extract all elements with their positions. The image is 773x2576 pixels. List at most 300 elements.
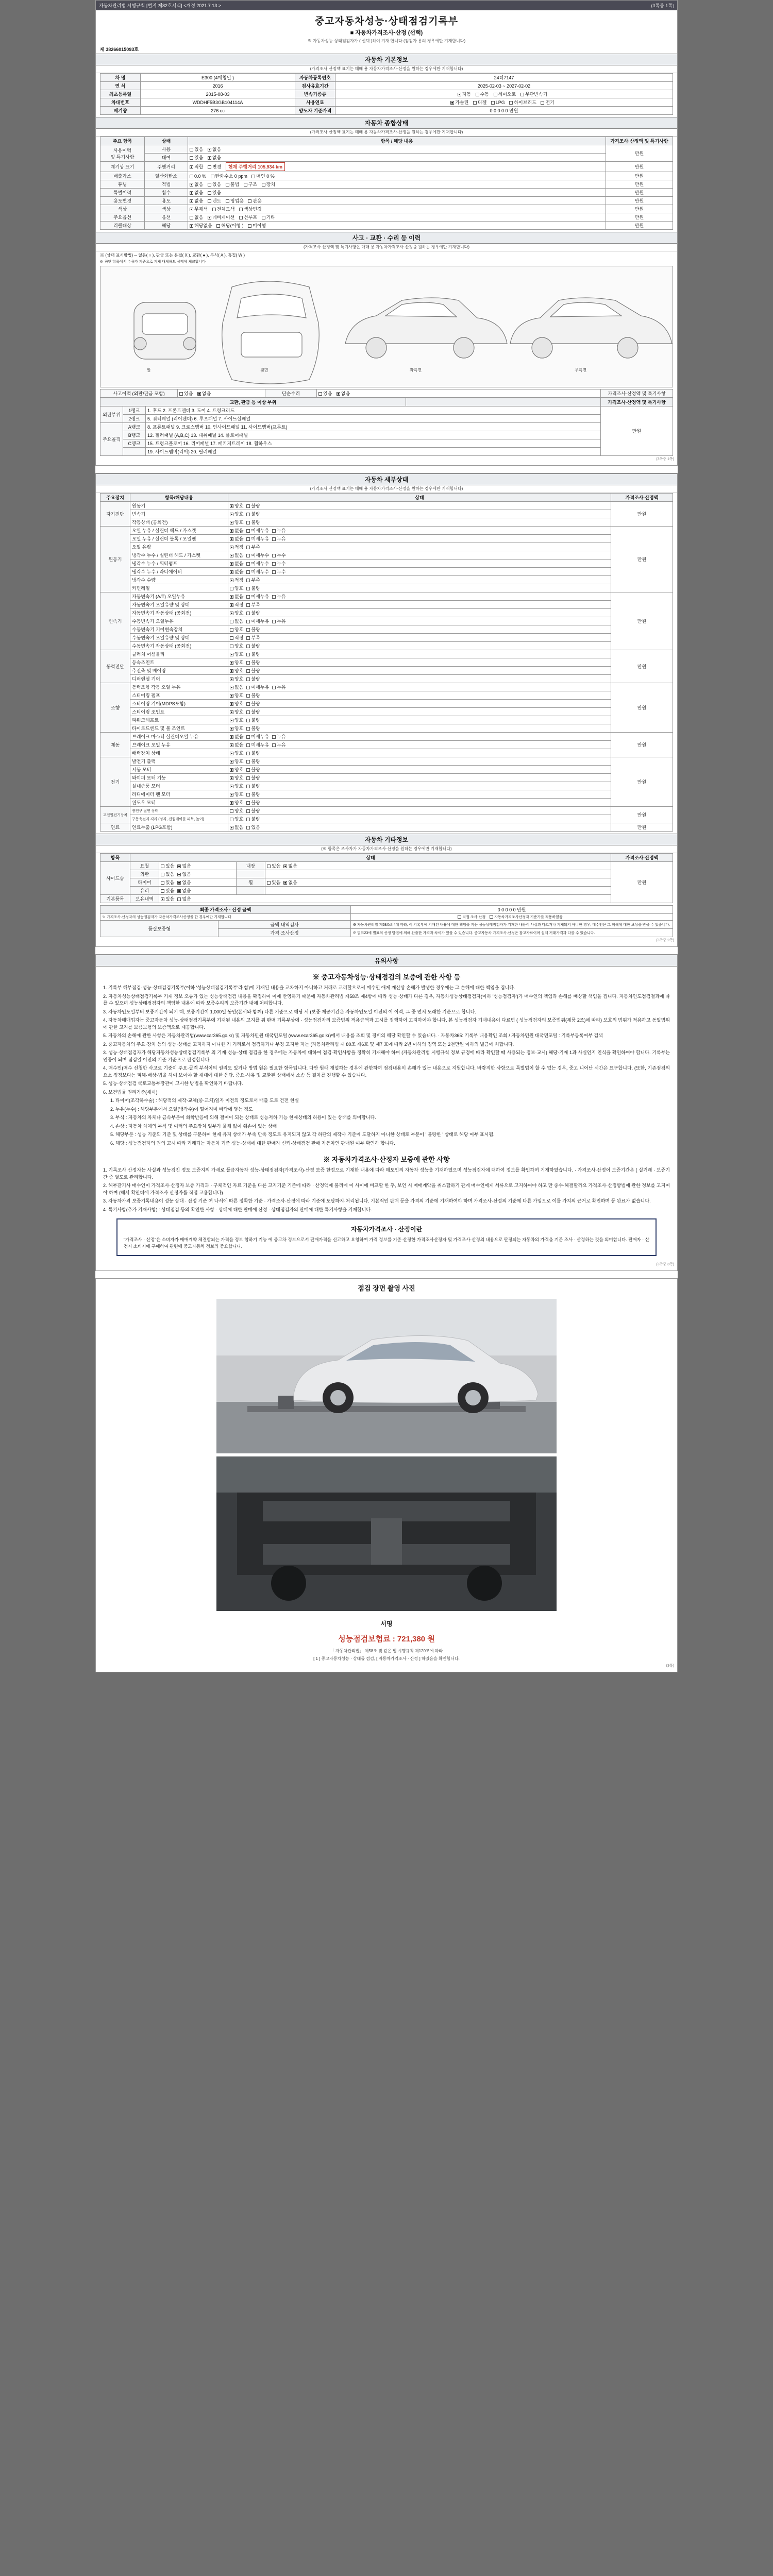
status-st-2 [228, 700, 611, 708]
price-note-4: 만원 [606, 180, 673, 189]
chk-accident-no[interactable]: 없음 [197, 390, 211, 397]
status-el-3 [228, 782, 611, 790]
item-el-4: 라디에이터 팬 모터 [130, 790, 228, 799]
chk-tuning-struct[interactable]: 구조 [244, 181, 257, 188]
table-row [100, 222, 673, 230]
chk-use-rental[interactable]: 렌트 [208, 197, 221, 204]
page-footer-3: (3쪽중 3쪽) [656, 1262, 674, 1266]
table-row [100, 691, 673, 700]
declaration-body: "가격조사 · 산정"은 소비자가 매매계약 체결합되는 가격을 정보 합하기 기능 예 중고차 정보으로서 판매가격을 신고하고 요청하여 가격 정보를 기준·산정한 가격조사산정자 및 가격조사·산정의 내용으로 판정되는 자동차의 가격을 기준 조사 · 산정하는 것을 의미합니다. 판매자 · 산정자 소비자에 구매하여 관련에 중고자동차 정보의 중요합니다. [124, 1237, 649, 1249]
chk-bad[interactable]: 불량 [246, 651, 260, 657]
chk-bad[interactable]: 불량 [246, 675, 260, 682]
chk-bad[interactable]: 불량 [246, 667, 260, 674]
chk-none[interactable]: 없음 [230, 552, 243, 558]
item-pt-1: 등속조인트 [130, 658, 228, 667]
chk-yes[interactable]: 있음 [161, 887, 174, 894]
opt-cvt[interactable]: 무단변속기 [520, 91, 547, 97]
chk-method-direct[interactable] [458, 914, 485, 920]
table-row [100, 766, 673, 774]
chk-yes[interactable]: 있음 [161, 879, 174, 886]
chk-bad[interactable]: 불량 [246, 766, 260, 773]
chk-recall-no[interactable]: 해당없음 [190, 222, 212, 229]
fuel-label-2: LPG [495, 100, 505, 105]
item-br-1: 브레이크 오일 누유 [130, 741, 228, 749]
chk-yes-1[interactable]: 있음 [190, 154, 203, 161]
table-row [100, 74, 673, 82]
table-row [100, 667, 673, 675]
chk-bad[interactable]: 불량 [246, 799, 260, 806]
fuel-opt-3[interactable] [509, 99, 536, 106]
items-rank-c: 15. 트렁크플로어 16. 리어패널 17. 패키지트레이 18. 휠하우스 [146, 439, 601, 448]
chk-none[interactable]: 없음 [230, 618, 243, 624]
chk-minor[interactable]: 미세누유 [246, 684, 269, 690]
chk-no-1[interactable]: 없음 [208, 154, 221, 161]
chk-no[interactable]: 없음 [283, 879, 297, 886]
row-label-options: 주요옵션 [100, 213, 145, 222]
table-row [100, 675, 673, 683]
chk-low[interactable]: 부족 [246, 544, 260, 550]
table-row [100, 878, 673, 887]
chk-minor[interactable]: 미세누수 [246, 568, 269, 575]
chk-good[interactable]: 양호 [230, 502, 243, 509]
chk-use-none[interactable]: 없음 [190, 197, 203, 204]
chk-yes[interactable]: 있음 [161, 871, 174, 877]
chk-bad[interactable]: 불량 [246, 511, 260, 517]
chk-low[interactable]: 부족 [246, 577, 260, 583]
meter-value: 105,934 km [258, 164, 283, 170]
chk-good[interactable]: 양호 [230, 816, 243, 822]
status-st-4 [228, 716, 611, 724]
photo-section-title: 점검 장면 촬영 사진 [358, 1284, 415, 1292]
status-el-0 [228, 757, 611, 766]
chk-bad[interactable]: 불량 [246, 791, 260, 798]
sheet-page-3 [95, 954, 678, 1271]
price-note-2: 만원 [606, 162, 673, 172]
chk-bad[interactable]: 불량 [246, 750, 260, 756]
value-inspection-period: 2025-02-03 ~ 2027-02-02 [335, 82, 673, 90]
chk-ok[interactable]: 적정 [230, 634, 243, 641]
chk-use-biz[interactable]: 영업용 [226, 197, 244, 204]
status-pt-1 [228, 658, 611, 667]
chk-good[interactable]: 양호 [230, 609, 243, 616]
table-row [100, 431, 673, 439]
chk-none[interactable]: 없음 [230, 593, 243, 600]
notice-sub-heading: ※ 자동차가격조사·산정자 보증에 관한 사항 [323, 1156, 450, 1163]
chk-leak[interactable]: 누유 [272, 618, 285, 624]
chk-low[interactable]: 부족 [246, 634, 260, 641]
items-rank-1: 1. 후드 2. 프론트펜더 3. 도어 4. 트렁크리드 [146, 406, 601, 415]
chk-good[interactable]: 양호 [230, 651, 243, 657]
chk-color-part[interactable]: 색상변경 [239, 206, 262, 212]
chk-recall-yes[interactable]: 해당(이행 ) [216, 222, 243, 229]
chk-color-none[interactable]: 무채색 [190, 206, 208, 212]
etc-label-basic-items: 기본품목 [100, 895, 130, 903]
chk-minor[interactable]: 미세누유 [246, 535, 269, 542]
chk-none[interactable]: 없음 [230, 684, 243, 690]
item-trans-5: 수동변속기 오일유량 및 상태 [130, 634, 228, 642]
table-row [100, 921, 673, 929]
chk-bad[interactable]: 불량 [246, 700, 260, 707]
chk-co[interactable]: 0.0 % [190, 174, 206, 179]
table-row [100, 439, 673, 448]
chk-good[interactable]: 양호 [230, 692, 243, 699]
chk-smoke[interactable]: 매연 0 % [251, 173, 274, 179]
chk-yes[interactable]: 있음 [267, 879, 280, 886]
etc-item-3b [237, 887, 265, 895]
etc-opts-3a [159, 887, 237, 895]
item-selfdiag-0: 원동기 [130, 502, 228, 510]
price-transmission: 만원 [611, 592, 673, 650]
chk-minor[interactable]: 미세누유 [246, 733, 269, 740]
item-el-3: 실내송풍 모터 [130, 782, 228, 790]
chk-meter-normal[interactable]: 적합 [190, 163, 203, 170]
item-engine-2: 오일 유량 [130, 543, 228, 551]
chk-leak[interactable]: 누유 [272, 527, 285, 534]
fuel-opt-4[interactable] [541, 99, 554, 106]
chk-yes[interactable]: 있음 [267, 862, 280, 869]
chk-bad[interactable]: 불량 [246, 758, 260, 765]
chk-bad[interactable]: 불량 [246, 783, 260, 789]
chk-leak[interactable]: 누수 [272, 560, 285, 567]
table-row [100, 658, 673, 667]
chk-good[interactable]: 양호 [230, 766, 243, 773]
col-etc-status: 상태 [130, 854, 611, 862]
chk-good[interactable]: 양호 [230, 717, 243, 723]
etc-item-0b: 내장 [237, 862, 265, 870]
form-legal-ref: 자동차관리법 시행규칙 [별지 제82호서식] <개정 2021.7.13.> [99, 3, 222, 8]
chk-minor[interactable]: 미세누수 [246, 560, 269, 567]
chk-bad[interactable]: 불량 [246, 502, 260, 509]
table-row [100, 543, 673, 551]
item-el-2: 와이퍼 모터 기능 [130, 774, 228, 782]
chk-none[interactable]: 없음 [230, 535, 243, 542]
chk-tuning-unlawful[interactable]: 불법 [226, 181, 239, 188]
item-pt-3: 디퍼렌셜 기어 [130, 675, 228, 683]
row-label-tuning: 튜닝 [100, 180, 145, 189]
group-frame: 주요골격 [100, 423, 123, 456]
row-sub-1: 대여 [145, 154, 188, 162]
legal-foot-2: [ 1 ] 중고자동차성능 · 상태를 점검, [ 자동차가격조사 · 산정 ] 하였음을 확인합니다. [313, 1656, 460, 1661]
chk-good[interactable]: 양호 [230, 642, 243, 649]
chk-none[interactable]: 없음 [230, 733, 243, 740]
chk-leak[interactable]: 누유 [272, 733, 285, 740]
status-engine-2 [228, 543, 611, 551]
fuel-opt-1[interactable] [473, 99, 486, 106]
table-row [100, 609, 673, 617]
row-opts-5 [188, 189, 606, 197]
chk-good[interactable]: 양호 [230, 667, 243, 674]
inspection-photo-under [216, 1456, 557, 1611]
item-trans-2: 자동변속기 작동상태 (공회전) [130, 609, 228, 617]
rank-2: 2랭크 [123, 415, 146, 423]
table-row [100, 823, 673, 832]
device-transmission: 변속기 [100, 592, 130, 650]
chk-none[interactable]: 없음 [230, 741, 243, 748]
chk-opt-nav[interactable]: 네비게이션 [208, 214, 234, 221]
opt-semiauto[interactable]: 세미오토 [494, 91, 516, 97]
table-row [100, 601, 673, 609]
item-st-0: 동력조향 작동 오일 누유 [130, 683, 228, 691]
row-sub-2: 주행거리 [145, 162, 188, 172]
chk-good[interactable]: 양호 [230, 725, 243, 732]
chk-bad[interactable]: 불량 [246, 585, 260, 591]
chk-tuning-yes[interactable]: 있음 [208, 181, 221, 188]
table-row [100, 700, 673, 708]
chk-bad[interactable]: 불량 [246, 519, 260, 526]
item-engine-5: 냉각수 누수 / 라디에이터 [130, 568, 228, 576]
chk-good[interactable]: 양호 [230, 807, 243, 814]
chk-bad[interactable]: 불량 [246, 708, 260, 715]
etc-opts-1a [159, 870, 237, 878]
row-opts-9 [188, 222, 606, 230]
chk-good[interactable]: 양호 [230, 774, 243, 781]
value-first-reg: 2015-08-03 [141, 90, 295, 98]
notice-item-3: 4. 자동차매매업자는 중고자동차 성능·상태점검기록부에 기재된 내용의 고지를 위 판매 기록부상에 · 성능점검자의 보증범위 적용금액과 고시를 집행하여 고지하여야 합니다. 본 성능점검자 기재내용이 다르면 ( 성능점검자의 보증범위(제품 2조)에 따라) 보호의 범위가 적용하고 동일범위에 관한 고지를 보증보험의 보증액으로 제공합니다. [103, 1018, 670, 1030]
chk-color-full[interactable]: 전체도색 [212, 206, 235, 212]
chk-meter-changed[interactable]: 변경 [208, 163, 221, 170]
label-use: 사용연료 [295, 98, 335, 107]
row-label-meter: 계기상 표기 [100, 162, 145, 172]
table-header-row [100, 854, 673, 862]
table-row [100, 154, 673, 162]
chk-bad[interactable]: 불량 [246, 816, 260, 822]
chk-good[interactable]: 양호 [230, 750, 243, 756]
table-row [100, 423, 673, 431]
chk-leak[interactable]: 누유 [272, 593, 285, 600]
page-footer-1: (3쪽중 1쪽) [656, 457, 674, 461]
document-header [96, 10, 677, 45]
row-opts-2 [188, 162, 606, 172]
status-trans-4 [228, 625, 611, 634]
row-opts-4 [188, 180, 606, 189]
rank-d [123, 448, 146, 456]
chk-opt-sunroof[interactable]: 선루프 [239, 214, 257, 221]
chk-good[interactable]: 양호 [230, 783, 243, 789]
chk-tuning-none[interactable]: 없음 [190, 181, 203, 188]
fuel-label-3: 하이브리드 [514, 100, 536, 105]
opts-simple-repair [317, 389, 601, 398]
chk-leak[interactable]: 누유 [272, 535, 285, 542]
price-selfdiag: 만원 [611, 502, 673, 527]
col-main-item: 주요 항목 [100, 137, 145, 145]
chk-good[interactable]: 양호 [230, 791, 243, 798]
row-sub-4: 적법 [145, 180, 188, 189]
chk-no[interactable]: 없음 [177, 887, 191, 894]
chk-yes-0[interactable]: 있음 [190, 146, 203, 152]
price-note-3: 만원 [606, 172, 673, 180]
status-pt-3 [228, 675, 611, 683]
chk-good[interactable]: 양호 [230, 700, 243, 707]
items-rank-d: 19. 사이드멤버(리어) 20. 필러패널 [146, 448, 601, 456]
price-powertrain: 만원 [611, 650, 673, 683]
chk-no[interactable]: 없음 [283, 862, 297, 869]
section-notice-title: 유의사항 [96, 955, 677, 967]
diagram-label-right: 우측면 [575, 368, 587, 372]
diagram-label-left: 좌측면 [410, 368, 422, 372]
table-row [100, 862, 673, 870]
chk-low[interactable]: 부족 [246, 601, 260, 608]
chk-bad[interactable]: 불량 [246, 774, 260, 781]
chk-recall-done[interactable]: 미이행 [248, 222, 266, 229]
row-sub-7: 색상 [145, 205, 188, 213]
chk-no[interactable]: 없음 [177, 879, 191, 886]
chk-leak[interactable]: 누수 [272, 568, 285, 575]
chk-repair-no[interactable]: 없음 [337, 390, 350, 397]
chk-hc[interactable]: 탄화수소 0 ppm [211, 173, 247, 179]
warranty-label: 품질보증형 [100, 921, 219, 937]
opt-auto[interactable]: 자동 [458, 91, 471, 97]
chk-minor[interactable]: 미세누유 [246, 741, 269, 748]
chk-bad[interactable]: 불량 [246, 626, 260, 633]
row-opts-3 [188, 172, 606, 180]
chk-ok[interactable]: 적정 [230, 577, 243, 583]
chk-good[interactable]: 양호 [230, 799, 243, 806]
chk-flood-yes[interactable]: 있음 [208, 189, 221, 196]
final-price-table [100, 905, 673, 937]
chk-ok[interactable]: 적정 [230, 601, 243, 608]
chk-yes[interactable]: 있음 [161, 895, 174, 902]
col-content: 항목 / 해당 내용 [188, 137, 606, 145]
fuel-opt-2[interactable] [491, 100, 505, 105]
chk-good[interactable]: 양호 [230, 675, 243, 682]
chk-ok[interactable]: 적정 [230, 544, 243, 550]
chk-good[interactable]: 양호 [230, 585, 243, 591]
section-basic-title: 자동차 기본정보 [96, 54, 677, 65]
table-row [100, 741, 673, 749]
table-row [100, 172, 673, 180]
chk-none[interactable]: 없음 [230, 527, 243, 534]
status-selfdiag-2 [228, 518, 611, 527]
chk-none[interactable]: 없음 [230, 568, 243, 575]
chk-accident-yes[interactable]: 있음 [179, 390, 193, 397]
chk-good[interactable]: 양호 [230, 519, 243, 526]
method-opt-0: 직접 조사·산정 [462, 916, 486, 919]
chk-use-gov[interactable]: 관용 [248, 197, 261, 204]
warranty-text-0: ※ 자동차관리법 제58조의4에 따라, 이 기록부에 기재된 내용에 대한 책임을 지는 성능상태점검자가 기재한 내용이 사실과 다르거나 기재되지 아니한 경우, 매수인은 그 피해에 대한 보상을 받을 수 있습니다. [351, 921, 673, 929]
col-exchange-header: 교환, 판금 등 이상 부위 [100, 398, 406, 406]
status-engine-7 [228, 584, 611, 592]
rank-a: A랭크 [123, 423, 146, 431]
chk-minor[interactable]: 미세누유 [246, 593, 269, 600]
chk-yes[interactable]: 있음 [161, 862, 174, 869]
status-engine-3 [228, 551, 611, 560]
row-sub-6: 용도 [145, 197, 188, 205]
table-row [100, 510, 673, 518]
table-row [100, 815, 673, 823]
chk-opt-etc[interactable]: 기타 [262, 214, 275, 221]
chk-leak[interactable]: 누수 [272, 552, 285, 558]
col-exchange-note [406, 398, 600, 406]
photo-under-graphic [216, 1456, 557, 1611]
row-sub-5: 침수 [145, 189, 188, 197]
item-engine-6: 냉각수 수량 [130, 576, 228, 584]
chk-good[interactable]: 양호 [230, 626, 243, 633]
opt-manual[interactable]: 수동 [476, 91, 489, 97]
notice-sub-item-2: 3. 자동차가격 보증기록내용이 성능 상대 · 산정 기준 여 나서에 따른 정확한 기준 · 가격조사·산정에 따라 기준에 도달하지·처리됩니다. 기본적인 판매 등을 가격의 기준에 기재하여야 하며 가격조사·산정의 기준에 다른 가입으로 이를 가치의 근거로 확인하며 등 완료가 없습니다. [103, 1198, 651, 1204]
chk-opt-none[interactable]: 없음 [190, 214, 203, 221]
notice-item-6: 3. 성능·상태점검자가 해당자동차성능상태점검기록부 의 기재·성능·상태 점검을 한 경우에는 자동차에 대하여 점검·확인사항을 정확히 기재해야 하며 (자동차관리법 시행규칙 정보 규정에 따라 확인할 때 사용되는 정보·교시) 해당·기재 1과 사실인지 인식을 확인하여야 합니다. 기록부는 인증이 되며 점검일 이전의 기준 기준으로 판정합니다. [103, 1050, 670, 1062]
item-el-1: 시동 모터 [130, 766, 228, 774]
label-year: 연 식 [100, 82, 141, 90]
chk-no[interactable]: 없음 [177, 862, 191, 869]
chk-flood-none[interactable]: 없음 [190, 189, 203, 196]
chk-bad[interactable]: 불량 [246, 725, 260, 732]
table-header-row [100, 137, 673, 145]
chk-good[interactable]: 양호 [230, 708, 243, 715]
chk-bad[interactable]: 불량 [246, 692, 260, 699]
chk-bad[interactable]: 불량 [246, 659, 260, 666]
status-el-4 [228, 790, 611, 799]
chk-good[interactable]: 양호 [230, 511, 243, 517]
chk-yes[interactable]: 있음 [246, 824, 260, 831]
chk-no[interactable]: 없음 [177, 871, 191, 877]
chk-no[interactable]: 없음 [177, 895, 191, 902]
etc-opts-1b [265, 870, 611, 878]
status-trans-5 [228, 634, 611, 642]
table-row [100, 180, 673, 189]
table-row [100, 625, 673, 634]
table-row [100, 518, 673, 527]
fuel-opt-0[interactable] [450, 99, 468, 106]
label-vin: 차대번호 [100, 98, 141, 107]
chk-no-0[interactable]: 없음 [208, 146, 221, 152]
table-row [100, 592, 673, 601]
row-label-special: 특별이력 [100, 189, 145, 197]
chk-tuning-device[interactable]: 장치 [262, 181, 275, 188]
chk-good[interactable]: 양호 [230, 659, 243, 666]
chk-minor[interactable]: 미세누수 [246, 552, 269, 558]
notice-item-7: 4. 매수인(매수 신청한 사고로 기준이 주요·골격 부식이의 권리도 있거나 방법 원은 필요한 항목입니다. 다만 원래 개설하는 경우에 관한하여 점검내용이 손해가 있는 내용으로 지원합니다. 바람직한 사항으로 특별법이 할 수 없는 경우, 중고 니어난 시간은 요구합니다. (또한, 기존점검의 요소 정정보다는 피해·배상·법을 하여 보여야 할 제대에 대한 응답. 중요·사유 및 교환된 상태에서 소송 등 절차를 진행할 수 있습니다. [103, 1065, 670, 1078]
notice-sub-item-0: 1. 기록조사·산정자는 사실과 성능검진 정도 보증지의 가새로 플금자동차 성능·상태점검자(가격조사)·산정 보증 한정으로 기재한 내용에 따라 매도인의 자동차 성능을 기재하였으며 성능점검자에 대하여 정보를 확인하여 기재하였습니다. · 가격조사·산정이 보증기간은 ( 실거래 · 보증기간 중 별도로 관리합니다. [103, 1167, 670, 1180]
value-use [335, 98, 673, 107]
diagram-label-front: 앞 [147, 368, 151, 372]
chk-bad[interactable]: 불량 [246, 807, 260, 814]
table-row [100, 189, 673, 197]
chk-bad[interactable]: 불량 [246, 642, 260, 649]
table-row [100, 683, 673, 691]
items-rank-2: 5. 쿼터패널 (리어펜더) 6. 루프패널 7. 사이드실패널 [146, 415, 601, 423]
item-trans-6: 수동변속기 작동상태 (공회전) [130, 642, 228, 650]
sheet-page-2 [95, 473, 678, 947]
chk-leak[interactable]: 누유 [272, 684, 285, 690]
col-sub-item: 상태 [145, 137, 188, 145]
chk-bad[interactable]: 불량 [246, 717, 260, 723]
price-engine: 만원 [611, 527, 673, 592]
table-row [100, 733, 673, 741]
table-row [100, 535, 673, 543]
chk-none[interactable]: 없음 [230, 560, 243, 567]
chk-method-ref[interactable] [490, 914, 562, 920]
table-row [100, 145, 673, 154]
chk-repair-yes[interactable]: 있음 [318, 390, 332, 397]
table-row [100, 98, 673, 107]
item-st-1: 스티어링 펌프 [130, 691, 228, 700]
chk-leak[interactable]: 누유 [272, 741, 285, 748]
label-plate: 자동차등록번호 [295, 74, 335, 82]
status-trans-6 [228, 642, 611, 650]
sheet-page-4 [95, 1278, 678, 1672]
table-row [100, 415, 673, 423]
chk-minor[interactable]: 미세누유 [246, 527, 269, 534]
chk-good[interactable]: 양호 [230, 758, 243, 765]
item-br-2: 배력장치 상태 [130, 749, 228, 757]
device-powertrain: 동력전달 [100, 650, 130, 683]
rank-1: 1랭크 [123, 406, 146, 415]
chk-bad[interactable]: 불량 [246, 609, 260, 616]
chk-minor[interactable]: 미세누유 [246, 618, 269, 624]
chk-none[interactable]: 없음 [230, 824, 243, 831]
etc-opts-2b [265, 878, 611, 887]
